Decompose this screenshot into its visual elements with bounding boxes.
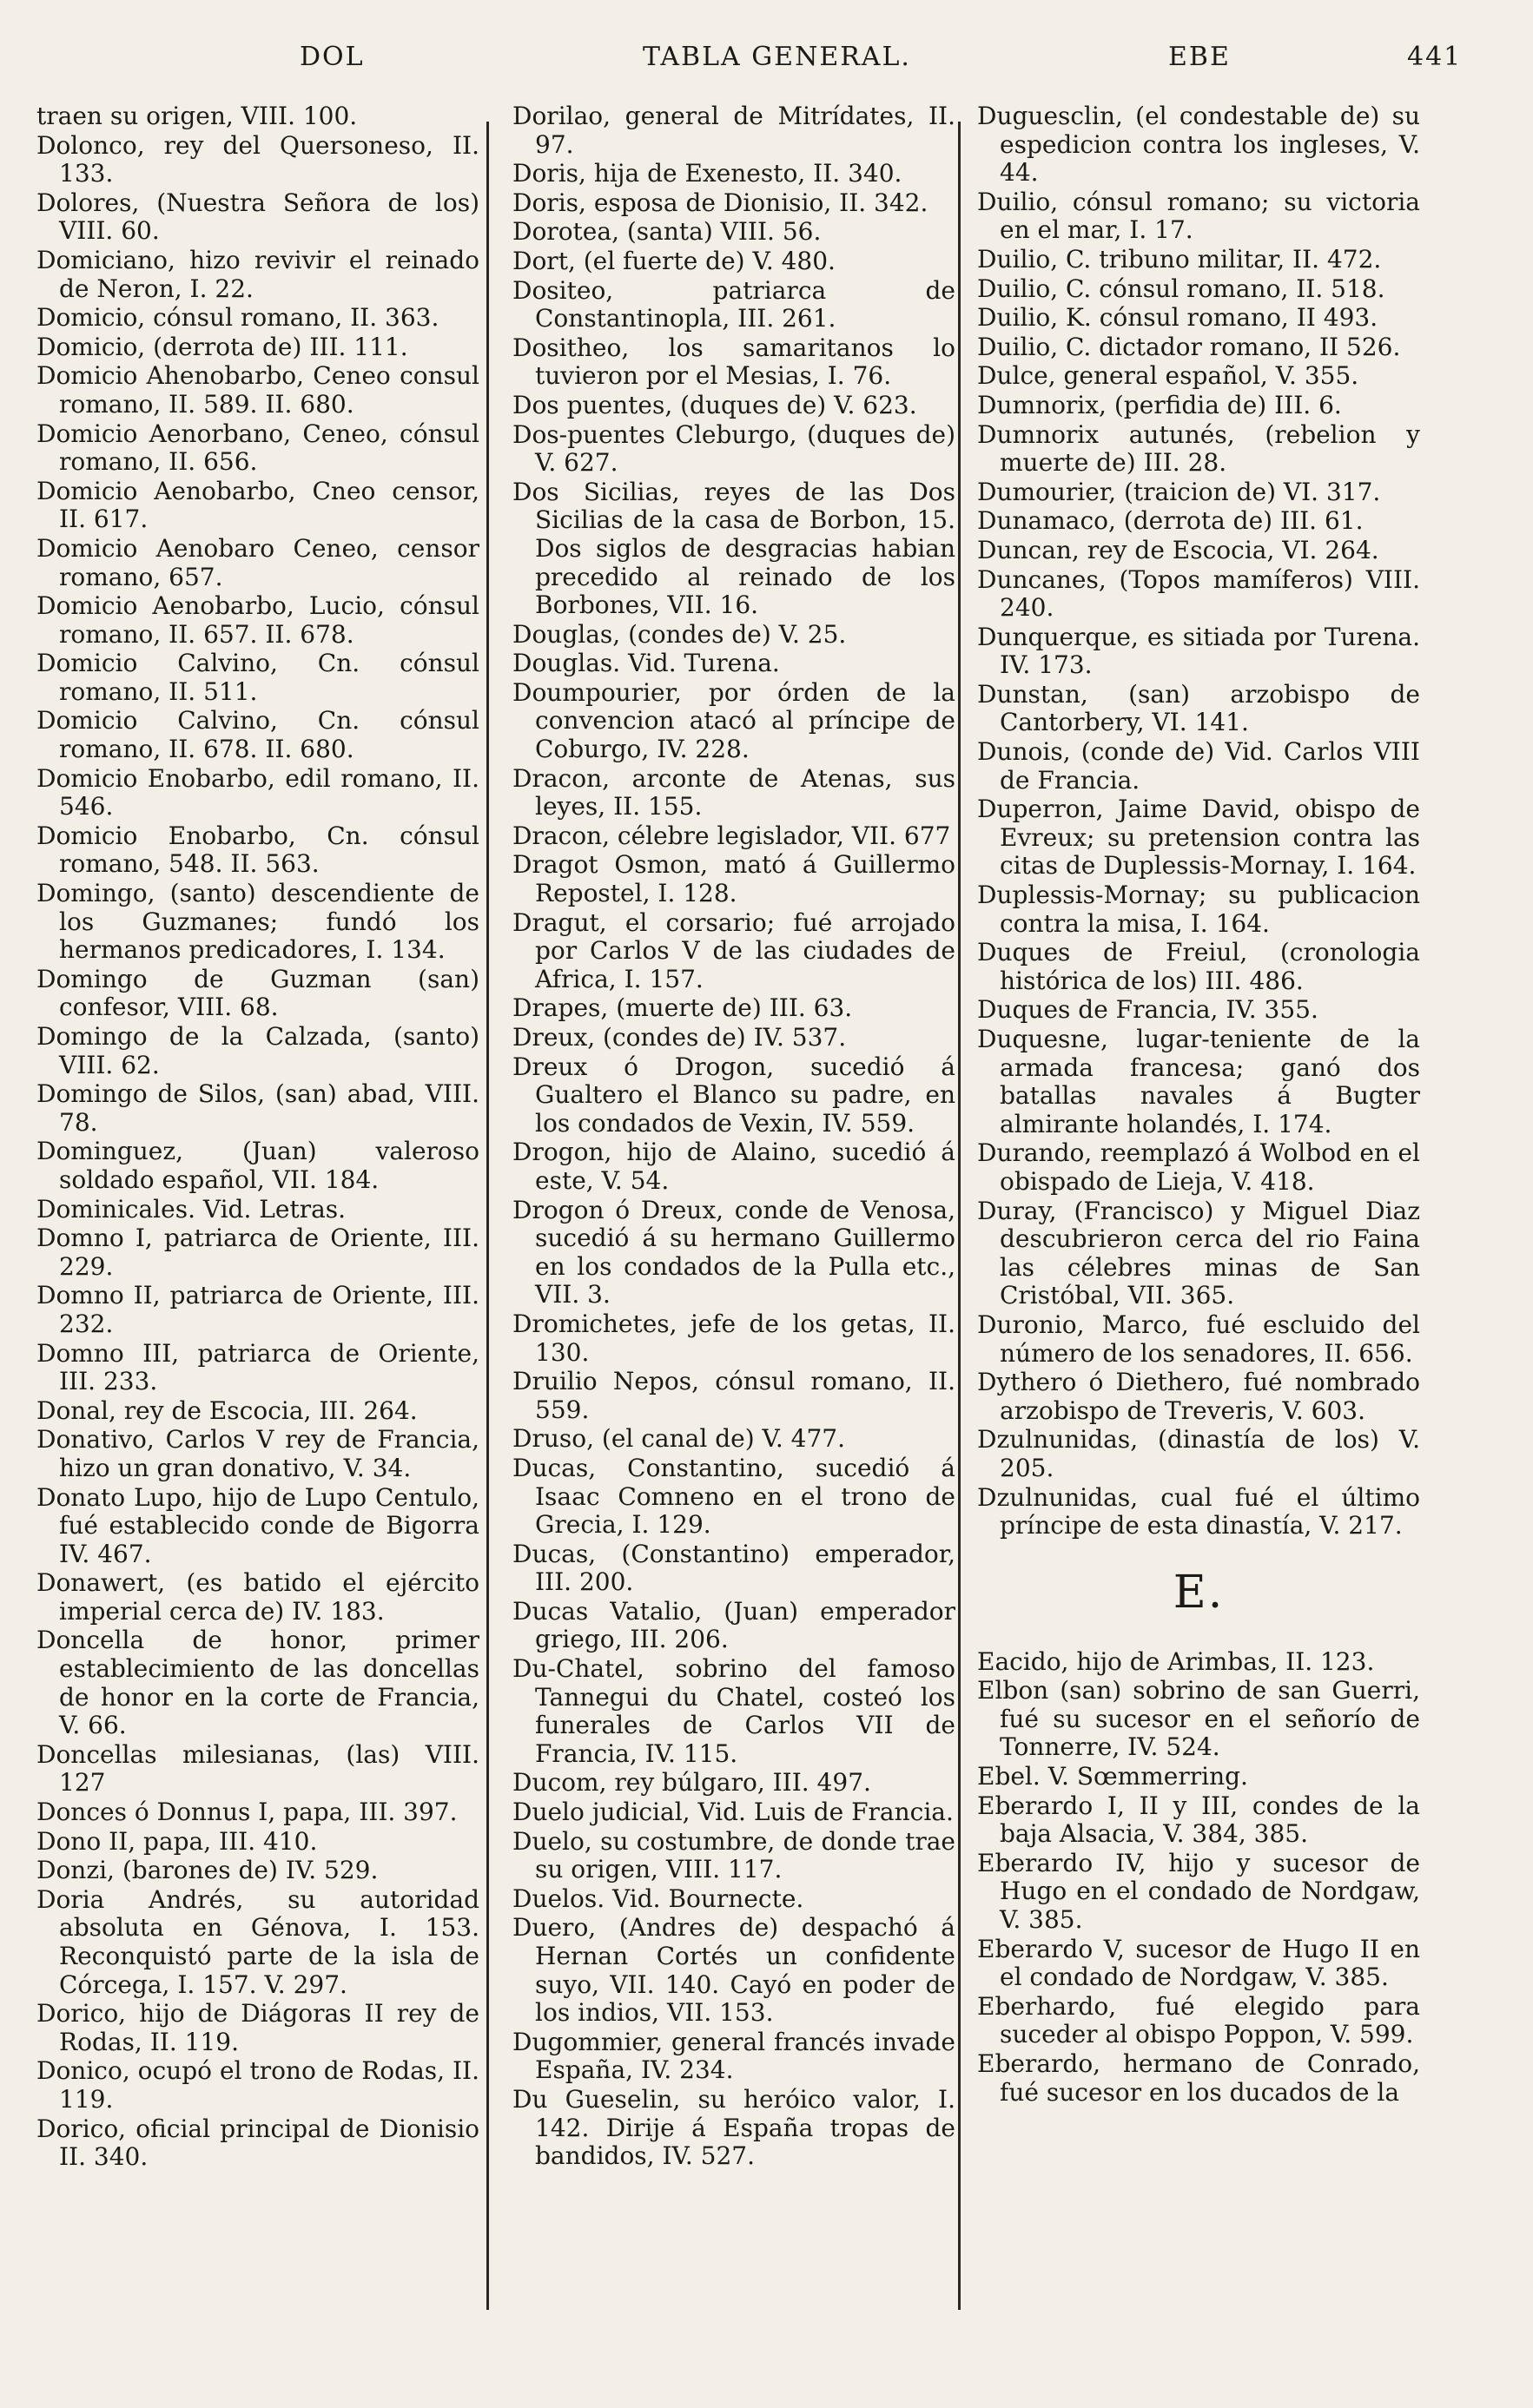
index-entry: Dominguez, (Juan) valeroso soldado español, VII. 184. (36, 1137, 479, 1194)
index-entry: Dreux ó Drogon, sucedió á Gualtero el Blanco su padre, en los condados de Vexin, IV. 559. (512, 1052, 955, 1138)
index-entry: Donico, ocupó el trono de Rodas, II. 119. (36, 2056, 479, 2114)
index-entry: Ducas Vatalio, (Juan) emperador griego, III. 206. (512, 1596, 955, 1654)
page-number: 441 (1407, 42, 1463, 72)
index-entry: Domicio Calvino, Cn. cónsul romano, II. 678. II. 680. (36, 706, 479, 764)
index-entry: traen su origen, VIII. 100. (36, 102, 358, 130)
index-entry: Duilio, C. dictador romano, II 526. (977, 332, 1401, 361)
header-title: TABLA GENERAL. (643, 42, 911, 72)
header-left-keyword: DOL (300, 42, 365, 72)
index-entry: Eberardo V, sucesor de Hugo II en el condado de Nordgaw, V. 385. (977, 1934, 1420, 1992)
index-entry: Dreux, (condes de) IV. 537. (512, 1023, 847, 1052)
index-entry: Domicio Aenobarbo, Cneo censor, II. 617. (36, 476, 479, 534)
index-entry: Ebel. V. Sœmmerring. (977, 1762, 1248, 1791)
index-entry: Donzi, (barones de) IV. 529. (36, 1856, 379, 1885)
index-entry: Duronio, Marco, fué escluido del número de los senadores, II. 656. (977, 1310, 1420, 1368)
index-entry: Dos Sicilias, reyes de las Dos Sicilias de la casa de Borbon, 15. Dos siglos de desgracias habian precedido al reinado de los Borbones, VII. 16. (512, 477, 955, 620)
index-entry: Drogon ó Dreux, conde de Venosa, sucedió á su hermano Guillermo en los condados de la Pulla etc., VII. 3. (512, 1195, 955, 1310)
index-entry: Dragut, el corsario; fué arrojado por Carlos V de las ciudades de Africa, I. 157. (512, 907, 955, 993)
index-entry: Duquesne, lugar-teniente de la armada francesa; ganó dos batallas navales á Bugter almirante holandés, I. 174. (977, 1025, 1420, 1138)
index-entry: Dugommier, general francés invade España, IV. 234. (512, 2027, 955, 2085)
index-entry: Duilio, C. cónsul romano, II. 518. (977, 274, 1385, 303)
column-divider (486, 122, 489, 2310)
index-entry: Duncan, rey de Escocia, VI. 264. (977, 535, 1379, 564)
index-column-3 (977, 102, 1420, 2108)
index-entry: Duperron, Jaime David, obispo de Evreux; su pretension contra las citas de Duplessis-Mornay, I. 164. (977, 795, 1420, 881)
index-entry: Dorotea, (santa) VIII. 56. (512, 217, 822, 247)
index-entry: Duplessis-Mornay; su publicacion contra la misa, I. 164. (977, 881, 1420, 938)
index-entry: Duilio, K. cónsul romano, II 493. (977, 303, 1378, 333)
index-entry: Ducom, rey búlgaro, III. 497. (512, 1768, 871, 1798)
index-entry: Domingo de la Calzada, (santo) VIII. 62. (36, 1022, 479, 1079)
index-entry: Doncella de honor, primer establecimiento de las doncellas de honor en la corte de Francia, V. 66. (36, 1626, 479, 1740)
index-entry: Donal, rey de Escocia, III. 264. (36, 1395, 418, 1425)
index-entry: Dumourier, (traicion de) VI. 317. (977, 477, 1381, 506)
index-entry: Duilio, cónsul romano; su victoria en el mar, I. 17. (977, 187, 1420, 245)
page-header (35, 42, 1463, 94)
index-entry: Dragot Osmon, mató á Guillermo Repostel, I. 128. (512, 850, 955, 908)
index-entry: Doncellas milesianas, (las) VIII. 127 (36, 1739, 479, 1798)
index-entry: Donces ó Donnus I, papa, III. 397. (36, 1798, 458, 1827)
index-entry: Dunois, (conde de) Vid. Carlos VIII de Francia. (977, 737, 1420, 795)
index-entry: Domicio Enobarbo, Cn. cónsul romano, 548. II. 563. (36, 821, 479, 879)
index-entry: Dominicales. Vid. Letras. (36, 1194, 347, 1224)
index-entry: Dythero ó Diethero, fué nombrado arzobispo de Treveris, V. 603. (977, 1368, 1420, 1425)
index-entry: Dumnorix autunés, (rebelion y muerte de) III. 28. (977, 419, 1420, 478)
index-column-1 (36, 102, 479, 2173)
index-entry: Domno I, patriarca de Oriente, III. 229. (36, 1224, 479, 1281)
index-entry: Doris, esposa de Dionisio, II. 342. (512, 188, 928, 217)
index-entry: Domicio Ahenobarbo, Ceneo consul romano, II. 589. II. 680. (36, 361, 479, 419)
index-entry: Du-Chatel, sobrino del famoso Tannegui du Chatel, costeó los funerales de Carlos VII de Francia, IV. 115. (512, 1654, 955, 1768)
index-entry: Eberardo, hermano de Conrado, fué sucesor en los ducados de la (977, 2049, 1420, 2107)
index-entry: Dracon, célebre legislador, VII. 677 (512, 821, 951, 850)
index-entry: Doria Andrés, su autoridad absoluta en Génova, I. 153. Reconquistó parte de la isla de Córcega, I. 157. V. 297. (36, 1884, 479, 1999)
index-entry: Doris, hija de Exenesto, II. 340. (512, 159, 902, 188)
index-entry: Drapes, (muerte de) III. 63. (512, 993, 853, 1023)
index-entry: Dositheo, los samaritanos lo tuvieron por el Mesias, I. 76. (512, 333, 955, 391)
index-entry: Dorilao, general de Mitrídates, II. 97. (512, 102, 955, 159)
index-entry: Domicio Aenobaro Ceneo, censor romano, 657. (36, 533, 479, 591)
index-entry: Dos-puentes Cleburgo, (duques de) V. 627. (512, 419, 955, 478)
index-entry: Duelo, su costumbre, de donde trae su origen, VIII. 117. (512, 1826, 955, 1884)
index-entry: Duilio, C. tribuno militar, II. 472. (977, 244, 1382, 274)
index-entry: Dzulnunidas, cual fué el último príncipe de esta dinastía, V. 217. (977, 1482, 1420, 1540)
index-entry: Duncanes, (Topos mamíferos) VIII. 240. (977, 564, 1420, 623)
index-entry: Duelos. Vid. Bournecte. (512, 1884, 804, 1913)
index-entry: Dolonco, rey del Quersoneso, II. 133. (36, 130, 479, 188)
index-entry: Domiciano, hizo revivir el reinado de Neron, I. 22. (36, 245, 479, 303)
index-entry: Dorico, hijo de Diágoras II rey de Rodas, II. 119. (36, 1999, 479, 2056)
index-entry: Douglas. Vid. Turena. (512, 649, 780, 678)
index-entry: Domingo de Silos, (san) abad, VIII. 78. (36, 1079, 479, 1137)
index-entry: Donativo, Carlos V rey de Francia, hizo un gran donativo, V. 34. (36, 1425, 479, 1482)
index-entry: Domicio Enobarbo, edil romano, II. 546. (36, 763, 479, 821)
index-entry: Domno II, patriarca de Oriente, III. 232. (36, 1281, 479, 1338)
index-entry: Domicio Aenobarbo, Lucio, cónsul romano, II. 657. II. 678. (36, 591, 479, 649)
index-entry: Duguesclin, (el condestable de) su espedicion contra los ingleses, V. 44. (977, 102, 1420, 188)
index-entry: Dunquerque, es sitiada por Turena. IV. 173. (977, 622, 1420, 680)
index-entry: Durando, reemplazó á Wolbod en el obispado de Lieja, V. 418. (977, 1138, 1420, 1196)
index-entry: Doumpourier, por órden de la convencion atacó al príncipe de Coburgo, IV. 228. (512, 677, 955, 764)
index-entry: Druso, (el canal de) V. 477. (512, 1424, 845, 1454)
index-entry: Dos puentes, (duques de) V. 623. (512, 390, 917, 419)
index-entry: Elbon (san) sobrino de san Guerri, fué su sucesor en el señorío de Tonnerre, IV. 524. (977, 1676, 1420, 1762)
index-entry: Domingo, (santo) descendiente de los Guzmanes; fundó los hermanos predicadores, I. 134. (36, 879, 479, 965)
index-entry: Douglas, (condes de) V. 25. (512, 619, 847, 649)
index-entry: Eacido, hijo de Arimbas, II. 123. (977, 1646, 1375, 1676)
index-entry: Duelo judicial, Vid. Luis de Francia. (512, 1798, 954, 1827)
index-entry: Dumnorix, (perfidia de) III. 6. (977, 390, 1342, 419)
index-entry: Drogon, hijo de Alaino, sucedió á este, V. 54. (512, 1138, 955, 1195)
index-entry: Dracon, arconte de Atenas, sus leyes, II. 155. (512, 763, 955, 821)
index-entry: Dositeo, patriarca de Constantinopla, III. 261. (512, 275, 955, 333)
section-letter-heading: E. (1173, 1566, 1225, 1619)
index-entry: Druilio Nepos, cónsul romano, II. 559. (512, 1367, 955, 1424)
index-entry: Domicio, (derrota de) III. 111. (36, 332, 408, 361)
index-entry: Dono II, papa, III. 410. (36, 1826, 318, 1856)
index-entry: Duero, (Andres de) despachó á Hernan Cortés un confidente suyo, VII. 140. Cayó en poder de los indios, VII. 153. (512, 1913, 955, 2028)
index-entry: Dulce, general español, V. 355. (977, 361, 1359, 391)
index-entry: Eberhardo, fué elegido para suceder al obispo Poppon, V. 599. (977, 1991, 1420, 2049)
index-entry: Domno III, patriarca de Oriente, III. 233. (36, 1338, 479, 1396)
index-entry: Donawert, (es batido el ejército imperial cerca de) IV. 183. (36, 1568, 479, 1626)
index-entry: Ducas, Constantino, sucedió á Isaac Comneno en el trono de Grecia, I. 129. (512, 1453, 955, 1540)
index-entry: Duray, (Francisco) y Miguel Diaz descubrieron cerca del rio Faina las célebres minas de San Cristóbal, VII. 365. (977, 1196, 1420, 1310)
index-entry: Du Gueselin, su heróico valor, I. 142. Dirije á España tropas de bandidos, IV. 527. (512, 2084, 955, 2171)
index-entry: Ducas, (Constantino) emperador, III. 200. (512, 1539, 955, 1597)
index-entry: Dunamaco, (derrota de) III. 61. (977, 506, 1364, 536)
index-entry: Eberardo I, II y III, condes de la baja Alsacia, V. 384, 385. (977, 1791, 1420, 1849)
column-divider (958, 122, 961, 2310)
index-entry: Duques de Francia, IV. 355. (977, 995, 1318, 1025)
header-right-keyword: EBE (1168, 42, 1231, 72)
index-entry: Domicio Calvino, Cn. cónsul romano, II. 511. (36, 649, 479, 706)
index-entry: Dromichetes, jefe de los getas, II. 130. (512, 1309, 955, 1367)
index-entry: Duques de Freiul, (cronologia histórica de los) III. 486. (977, 938, 1420, 995)
index-entry: Donato Lupo, hijo de Lupo Centulo, fué establecido conde de Bigorra IV. 467. (36, 1482, 479, 1568)
index-entry: Dzulnunidas, (dinastía de los) V. 205. (977, 1425, 1420, 1482)
index-entry: Dorico, oficial principal de Dionisio II. 340. (36, 2114, 479, 2172)
index-entry: Domicio, cónsul romano, II. 363. (36, 303, 439, 333)
index-entry: Dort, (el fuerte de) V. 480. (512, 246, 836, 275)
index-entry: Dolores, (Nuestra Señora de los) VIII. 60. (36, 188, 479, 246)
index-entry: Domicio Aenorbano, Ceneo, cónsul romano, II. 656. (36, 419, 479, 477)
index-entry: Dunstan, (san) arzobispo de Cantorbery, VI. 141. (977, 679, 1420, 737)
index-entry: Domingo de Guzman (san) confesor, VIII. 68. (36, 964, 479, 1022)
index-column-2 (512, 102, 955, 2172)
index-entry: Eberardo IV, hijo y sucesor de Hugo en el condado de Nordgaw, V. 385. (977, 1848, 1420, 1935)
